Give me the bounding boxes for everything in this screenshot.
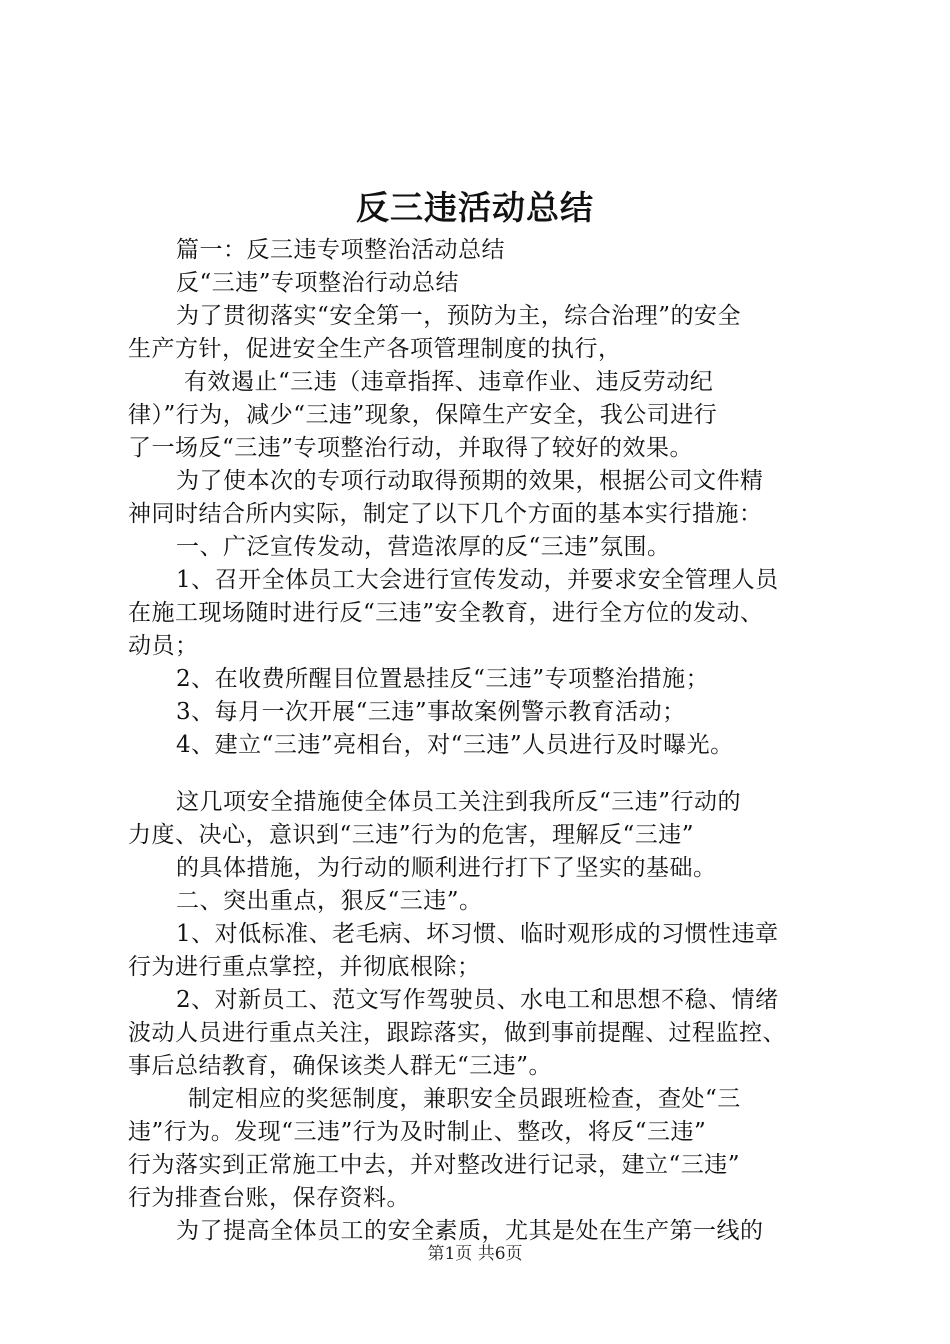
list-item: 1、召开全体员工大会进行宣传发动，并要求安全管理人员 — [176, 567, 779, 593]
list-item-continued: 波动人员进行重点关注，跟踪落实，做到事前提醒、过程监控、 — [128, 1020, 786, 1046]
list-item: 3、每月一次开展“三违”事故案例警示教育活动； — [176, 699, 686, 725]
paragraph-line: 律）”行为，减少“三违”现象，保障生产安全，我公司进行 — [128, 402, 718, 428]
paragraph-line: 制定相应的奖惩制度，兼职安全员跟班检查，查处“三 — [188, 1086, 741, 1112]
paragraph-line: 有效遏止“三违（违章指挥、违章作业、违反劳动纪 — [184, 369, 714, 395]
list-item-continued: 行为进行重点掌控，并彻底根除； — [128, 954, 481, 980]
paragraph-line: 为了贯彻落实“安全第一，预防为主，综合治理”的安全 — [176, 303, 742, 329]
list-item-continued: 在施工现场随时进行反“三违”安全教育，进行全方位的发动、 — [128, 600, 764, 626]
list-item: 4、建立“三违”亮相台，对“三违”人员进行及时曝光。 — [176, 732, 734, 758]
list-item: 1、对低标准、老毛病、坏习惯、临时观形成的习惯性违章 — [176, 921, 779, 947]
paragraph-line: 这几项安全措施使全体员工关注到我所反“三违”行动的 — [176, 789, 742, 815]
list-item: 2、对新员工、范文写作驾驶员、水电工和思想不稳、情绪 — [176, 987, 779, 1013]
paragraph-line: 为了使本次的专项行动取得预期的效果，根据公司文件精 — [176, 468, 764, 494]
list-item: 2、在收费所醒目位置悬挂反“三违”专项整治措施； — [176, 666, 710, 692]
document-body — [128, 234, 858, 1248]
list-item-continued: 动员； — [128, 633, 199, 659]
paragraph-line: 的具体措施，为行动的顺利进行打下了坚实的基础。 — [176, 855, 717, 881]
paragraph-line: 为了提高全体员工的安全素质，尤其是处在生产第一线的 — [176, 1218, 764, 1244]
paragraph-line: 力度、决心，意识到“三违”行为的危害，理解反“三违” — [128, 822, 695, 848]
section-heading: 篇一：反三违专项整治活动总结 — [176, 237, 505, 263]
paragraph-line: 违”行为。发现“三违”行为及时制止、整改，将反“三违” — [128, 1119, 707, 1145]
paragraph-spacer — [128, 762, 858, 786]
list-heading: 二、突出重点，狠反“三违”。 — [176, 888, 483, 914]
paragraph-line: 生产方针，促进安全生产各项管理制度的执行， — [128, 336, 622, 362]
paragraph-line: 神同时结合所内实际，制定了以下几个方面的基本实行措施： — [128, 501, 763, 527]
paragraph-line: 行为落实到正常施工中去，并对整改进行记录，建立“三违” — [128, 1152, 741, 1178]
paragraph-line: 行为排查台账，保存资料。 — [128, 1185, 410, 1211]
list-heading: 一、广泛宣传发动，营造浓厚的反“三违”氛围。 — [176, 534, 671, 560]
paragraph-line: 了一场反“三违”专项整治行动，并取得了较好的效果。 — [128, 435, 694, 461]
document-title: 反三违活动总结 — [356, 188, 594, 227]
page-number-footer: 第1页 共6页 — [427, 1244, 523, 1264]
subtitle-line: 反“三违”专项整治行动总结 — [176, 270, 460, 296]
list-item-continued: 事后总结教育，确保该类人群无“三违”。 — [128, 1053, 553, 1079]
